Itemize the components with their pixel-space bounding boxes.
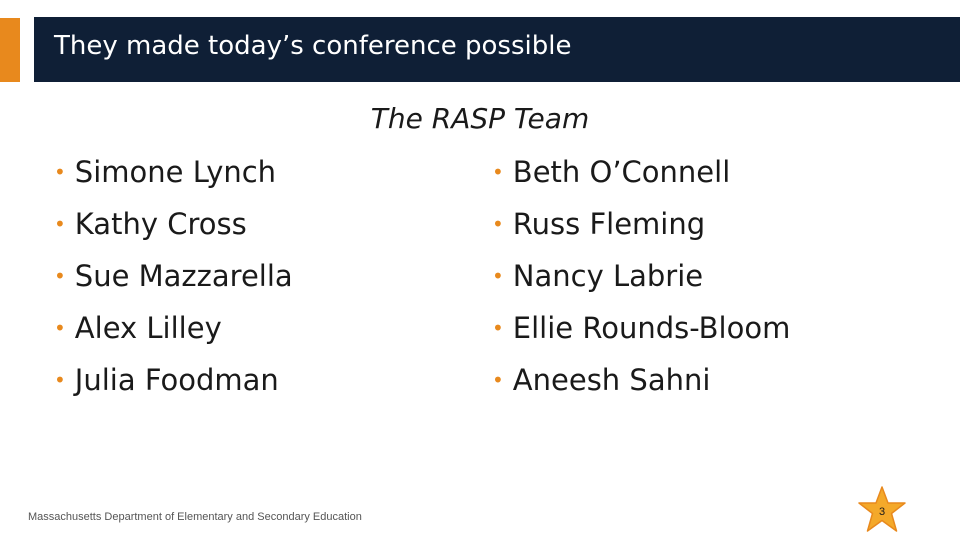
page-number-badge [857, 485, 907, 535]
team-member-name: Sue Mazzarella [74, 259, 293, 293]
team-member-name: Kathy Cross [74, 207, 247, 241]
list-item [54, 252, 293, 304]
bullet-icon: • [492, 264, 504, 288]
list-item [492, 356, 790, 408]
slide-subtitle: The RASP Team [370, 102, 590, 135]
list-item [54, 356, 293, 408]
bullet-icon: • [54, 368, 66, 392]
team-member-name: Aneesh Sahni [512, 363, 711, 397]
list-item [492, 148, 790, 200]
list-item [54, 304, 293, 356]
accent-bar [0, 18, 20, 82]
title-bar [34, 17, 960, 82]
bullet-icon: • [54, 316, 66, 340]
bullet-icon: • [492, 212, 504, 236]
team-member-name: Russ Fleming [512, 207, 706, 241]
team-member-name: Alex Lilley [74, 311, 222, 345]
team-member-name: Simone Lynch [74, 155, 277, 189]
list-item [54, 200, 293, 252]
list-item [492, 200, 790, 252]
list-item [54, 148, 293, 200]
team-list-right [492, 148, 790, 408]
bullet-icon: • [492, 160, 504, 184]
list-item [492, 252, 790, 304]
bullet-icon: • [54, 264, 66, 288]
bullet-icon: • [54, 212, 66, 236]
bullet-icon: • [54, 160, 66, 184]
footer-organization: Massachusetts Department of Elementary and Secondary Education [28, 511, 362, 523]
team-list-left [54, 148, 293, 408]
team-member-name: Beth O’Connell [512, 155, 731, 189]
team-member-name: Nancy Labrie [512, 259, 704, 293]
bullet-icon: • [492, 368, 504, 392]
list-item [492, 304, 790, 356]
team-member-name: Julia Foodman [74, 363, 279, 397]
team-member-name: Ellie Rounds-Bloom [512, 311, 791, 345]
bullet-icon: • [492, 316, 504, 340]
slide-title: They made today’s conference possible [54, 31, 572, 61]
page-number: 3 [878, 506, 886, 518]
